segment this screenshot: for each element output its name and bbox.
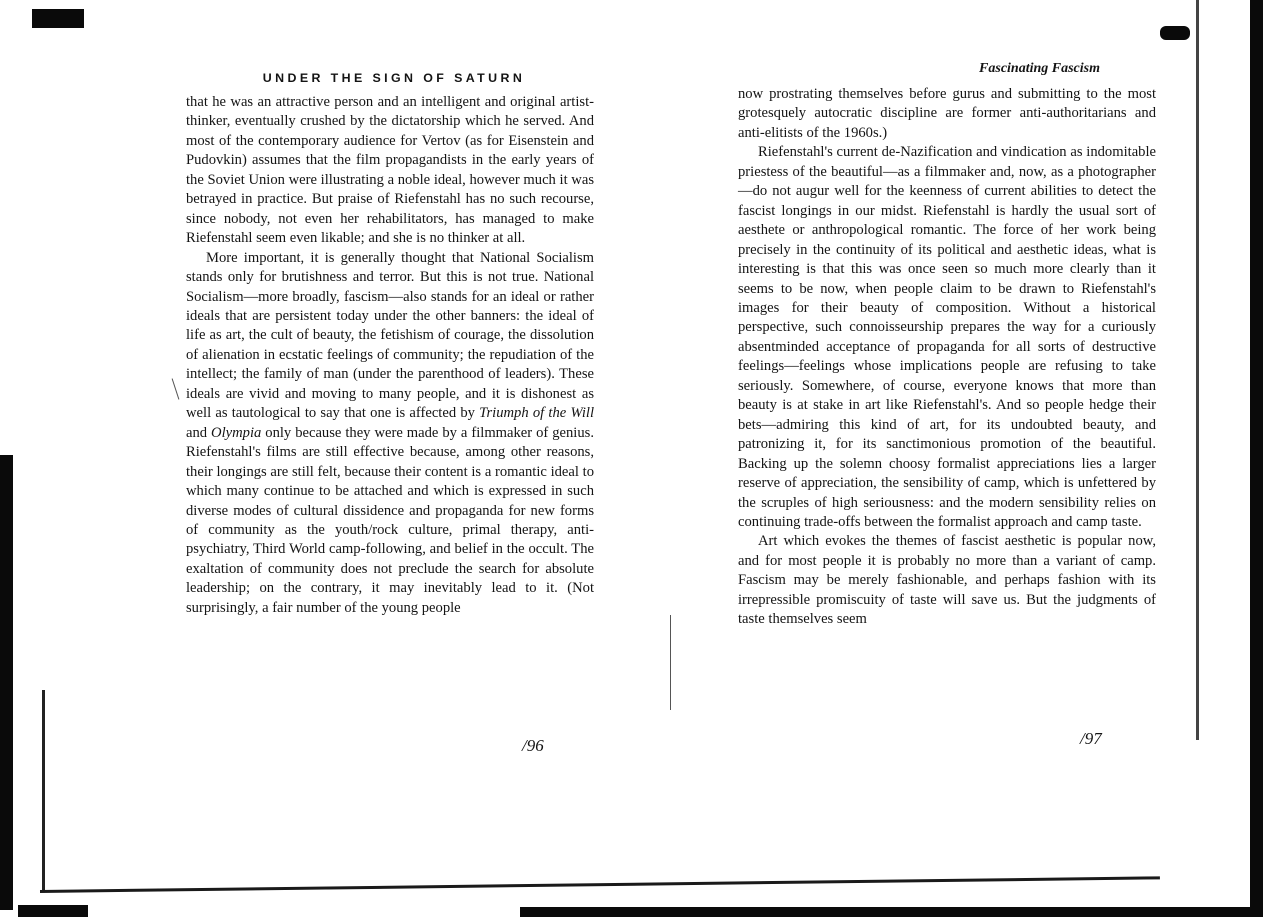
left-paragraph-2-part-1: More important, it is generally thought that National Socialism stands only for brutishness and terror. But this is not true. National Socialism—more broadly, fascism—also stands for an ideal or rather ideals that are persistent today under the other banners: the ideal of life as art, the cult of beauty, the fetishism of courage, the dissolution of alienation in ecstatic feelings of community; the repudiation of the intellect; the family of man (under the parenthood of leaders). These ideals are vivid and moving to many people, and it is dishonest as well as tautological to say that one is affected by (186, 249, 594, 422)
gutter-line (670, 615, 671, 710)
margin-pencil-mark (172, 378, 180, 399)
scan-left-margin-line (42, 690, 45, 890)
right-paragraph-3: Art which evokes the themes of fascist aesthetic is popular now, and for most people it is probably no more than a variant of camp. Fascism may be merely fashionable, and perhaps fashion with its irrepressible promiscuity of taste will save us. But the judgments of taste themselves seem (738, 533, 1156, 628)
left-body-text (186, 93, 594, 618)
film-title-olympia: Olympia (211, 424, 262, 441)
scan-left-edge-top (0, 0, 10, 60)
left-paragraph-2-part-2: and (186, 424, 212, 441)
scan-bottom-left-bars (18, 905, 88, 917)
right-page (738, 60, 1156, 630)
scan-bottom-curve (40, 876, 1160, 893)
right-page-number: /97 (1080, 729, 1102, 748)
left-paragraph-2-part-3: only because they were made by a filmmaker of genius. Riefenstahl's films are still effective because, among other reasons, their longings are still felt, because their content is a romantic ideal to which many continue to be attached and which is expressed in such diverse modes of cultural dissidence and propaganda for new forms of community as the youth/rock culture, primal therapy, anti-psychiatry, Third World camp-following, and belief in the occult. The exaltation of community does not preclude the search for absolute leadership; on the contrary, it may inevitably lead to it. (Not surprisingly, a fair number of the young people (186, 424, 594, 616)
right-paragraph-1: now prostrating themselves before gurus and submitting to the most grotesquely autocratic discipline are former anti-authoritarians and anti-elitists of the 1960s.) (738, 86, 1156, 141)
right-paragraph-2: Riefenstahl's current de-Nazification and vindication as indomitable priestess of the beautiful—as a filmmaker and, now, as a photographer—do not augur well for the keenness of current abilities to detect the fascist longings in our midst. Riefenstahl is hardly the usual sort of aesthete or anthropological romantic. The force of her work being precisely in the continuity of its political and aesthetic ideas, what is interesting is that this was once seen so much more clearly than it seems to be now, when people claim to be drawn to Riefenstahl's images for their beauty of composition. Without a historical perspective, such connoisseurship prepares the way for a curiously absentminded acceptance of propaganda for all sorts of destructive feelings—feelings whose implications people are refusing to take seriously. Somewhere, of course, everyone knows that more than beauty is at stake in art like Riefenstahl's. And so people hedge their bets—admiring this kind of art, for its undoubted beauty, and patronizing it, for its sanctimonious promotion of the beautiful. Backing up the solemn choosy formalist appreciations lies a larger reserve of appreciation, the sensibility of camp, which is unfettered by the scruples of high seriousness: and the modern sensibility relies on continuing trade-offs between the formalist approach and camp taste. (738, 144, 1156, 530)
left-paragraph-1: that he was an attractive person and an intelligent and original artist-thinker, eventually crushed by the dictatorship which he served. And most of the contemporary audience for Vertov (as for Eisenstein and Pudovkin) assumes that the film propagandists in the early years of the Soviet Union were illustrating a noble ideal, however much it was betrayed in practice. But praise of Riefenstahl has no such recourse, since nobody, not even her rehabilitators, has managed to make Riefenstahl seem even likable; and she is no thinker at all. (186, 94, 594, 247)
scan-top-right-blot (1160, 26, 1190, 40)
scan-corner-mark (32, 9, 84, 28)
scan-right-edge (1250, 0, 1263, 917)
scan-right-edge-inner (1196, 0, 1199, 740)
scan-bottom-band (520, 907, 1263, 917)
scan-left-edge (0, 455, 13, 910)
left-page (186, 70, 594, 618)
left-page-number: /96 (522, 736, 544, 755)
right-running-head: Fascinating Fascism (979, 61, 1100, 76)
right-body-text (738, 85, 1156, 630)
film-title-triumph-of-the-will: Triumph of the Will (479, 405, 594, 422)
left-running-head: UNDER THE SIGN OF SATURN (262, 71, 526, 85)
left-paragraph-2 (186, 249, 594, 619)
